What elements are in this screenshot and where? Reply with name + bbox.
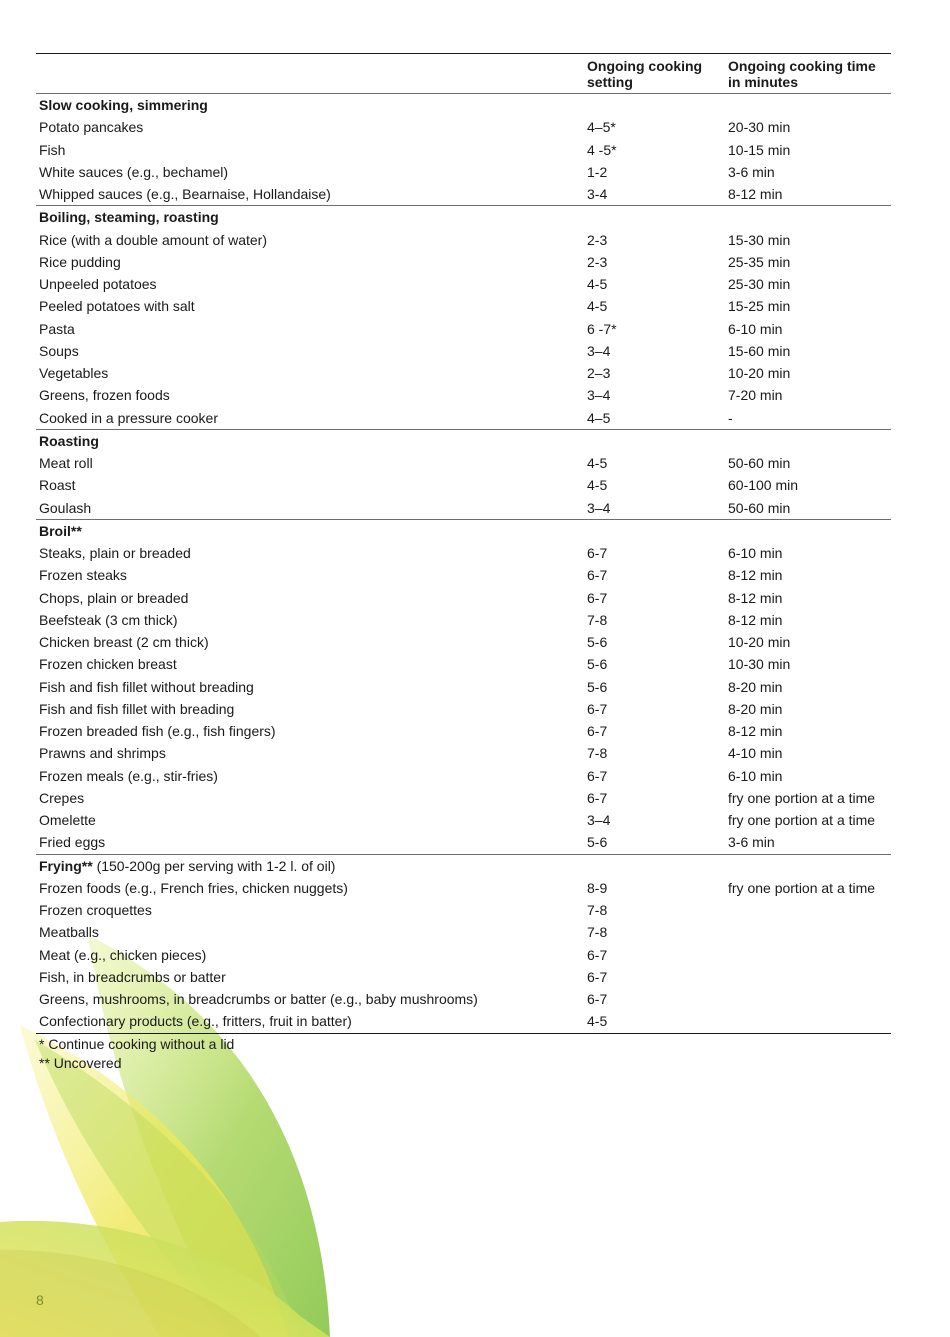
- cell-time: [725, 988, 891, 1010]
- cell-setting: 6-7: [587, 723, 608, 740]
- cell-time: 60-100 min: [728, 477, 799, 494]
- cell-time: 10-30 min: [728, 656, 791, 673]
- table-row: [36, 765, 891, 787]
- cell-time: 8-12 min: [728, 589, 783, 606]
- cell-food: Fish and fish fillet with breading: [39, 700, 235, 717]
- table-row: [36, 809, 891, 831]
- header-setting: Ongoing cooking setting: [584, 54, 725, 94]
- cell-setting: 5-6: [587, 678, 608, 695]
- cell-food: Frozen foods (e.g., French fries, chicken nuggets): [39, 879, 348, 896]
- table-row: [36, 988, 891, 1010]
- section-title-text: Frying**: [39, 857, 93, 874]
- cell-setting: 4 -5*: [587, 141, 617, 158]
- table-row: [36, 676, 891, 698]
- cell-time: 8-12 min: [728, 186, 783, 203]
- cell-food: Whipped sauces (e.g., Bearnaise, Hollandaise): [39, 186, 331, 203]
- cell-setting: 6-7: [587, 567, 608, 584]
- cell-setting: 3–4: [587, 499, 611, 516]
- cell-setting: 6-7: [587, 589, 608, 606]
- table-row: [36, 161, 891, 183]
- cell-setting: 4-5: [584, 1010, 725, 1033]
- cell-food: Steaks, plain or breaded: [39, 545, 191, 562]
- cell-setting: 3-4: [587, 186, 608, 203]
- cell-food: Frozen breaded fish (e.g., fish fingers): [39, 723, 276, 740]
- section-title-text: Roasting: [39, 432, 99, 449]
- cell-food: Meatballs: [39, 924, 99, 941]
- cell-time: 8-12 min: [728, 723, 783, 740]
- section-heading-row: [36, 94, 891, 117]
- table-row: [36, 877, 891, 899]
- table-header-row: [36, 54, 891, 94]
- cell-setting: 5-6: [587, 656, 608, 673]
- cell-food: Frozen meals (e.g., stir-fries): [39, 767, 218, 784]
- cell-food: Meat roll: [39, 455, 93, 472]
- table-row: [36, 116, 891, 138]
- cell-time: [725, 1010, 891, 1033]
- cell-food: Fish and fish fillet without breading: [39, 678, 254, 695]
- table-row: [36, 787, 891, 809]
- cell-time: 10-20 min: [728, 365, 791, 382]
- section-title: [36, 854, 891, 877]
- cell-time: 3-6 min: [728, 834, 775, 851]
- cell-setting: 2-3: [587, 253, 608, 270]
- cell-setting: 7-8: [587, 611, 608, 628]
- table-row: [36, 362, 891, 384]
- cell-food: Frozen steaks: [39, 567, 127, 584]
- cell-setting: 3–4: [587, 812, 611, 829]
- section-note: (150-200g per serving with 1-2 l. of oil): [92, 857, 336, 874]
- table-row: [36, 1010, 891, 1033]
- cell-time: 7-20 min: [728, 387, 783, 404]
- header-food: [36, 54, 584, 94]
- cell-setting: 2–3: [587, 365, 611, 382]
- cell-time: fry one portion at a time: [728, 812, 876, 829]
- section-heading-row: [36, 429, 891, 452]
- footnotes: [36, 1035, 891, 1074]
- cell-time: 50-60 min: [728, 499, 791, 516]
- cell-setting: 8-9: [587, 879, 608, 896]
- cell-food: Greens, mushrooms, in breadcrumbs or batter (e.g., baby mushrooms): [39, 991, 478, 1008]
- cell-setting: 3–4: [587, 387, 611, 404]
- section-heading-row: [36, 206, 891, 229]
- cell-time: fry one portion at a time: [728, 879, 876, 896]
- cell-food: Unpeeled potatoes: [39, 276, 157, 293]
- cell-setting: 4-5: [587, 455, 608, 472]
- cell-food: Potato pancakes: [39, 119, 144, 136]
- cell-food: Roast: [39, 477, 76, 494]
- cell-food: Beefsteak (3 cm thick): [39, 611, 178, 628]
- cell-time: 4-10 min: [728, 745, 783, 762]
- table-body: [36, 94, 891, 1034]
- cell-time: 50-60 min: [728, 455, 791, 472]
- cell-setting: 2-3: [587, 231, 608, 248]
- cell-food: Frozen croquettes: [39, 902, 152, 919]
- cell-time: [725, 899, 891, 921]
- cell-time: 20-30 min: [728, 119, 791, 136]
- cell-setting: 6-7: [587, 968, 608, 985]
- cell-time: 15-25 min: [728, 298, 791, 315]
- table-row: [36, 742, 891, 764]
- cell-setting: 6-7: [587, 700, 608, 717]
- cell-food: Cooked in a pressure cooker: [39, 409, 218, 426]
- cell-setting: 6-7: [587, 545, 608, 562]
- table-row: [36, 384, 891, 406]
- table-row: [36, 295, 891, 317]
- cell-time: 25-35 min: [728, 253, 791, 270]
- table-row: [36, 831, 891, 854]
- cell-food: Greens, frozen foods: [39, 387, 170, 404]
- cell-time: 8-12 min: [728, 567, 783, 584]
- cell-time: [725, 921, 891, 943]
- cell-setting: 5-6: [587, 634, 608, 651]
- cell-food: Meat (e.g., chicken pieces): [39, 946, 207, 963]
- cell-setting: 7-8: [587, 902, 608, 919]
- cell-time: 15-60 min: [728, 342, 791, 359]
- cell-food: Rice pudding: [39, 253, 121, 270]
- cell-food: Peeled potatoes with salt: [39, 298, 195, 315]
- table-row: [36, 944, 891, 966]
- page-number: 8: [36, 1292, 44, 1308]
- cell-setting: 1-2: [587, 163, 608, 180]
- cell-time: 15-30 min: [728, 231, 791, 248]
- section-heading-row: [36, 519, 891, 542]
- cell-setting: 7-8: [587, 924, 608, 941]
- section-title-text: Boiling, steaming, roasting: [39, 209, 219, 226]
- cell-food: Pasta: [39, 320, 75, 337]
- cell-time: 6-10 min: [728, 767, 783, 784]
- cell-time: 8-12 min: [728, 611, 783, 628]
- footnote-lid: * Continue cooking without a lid: [39, 1035, 235, 1052]
- table-row: [36, 452, 891, 474]
- table-row: [36, 564, 891, 586]
- cell-setting: 5-6: [587, 834, 608, 851]
- cell-setting: 3–4: [587, 342, 611, 359]
- cell-food: Crepes: [39, 789, 85, 806]
- cell-time: 6-10 min: [728, 545, 783, 562]
- cell-time: 3-6 min: [728, 163, 775, 180]
- table-row: [36, 251, 891, 273]
- cell-setting: 4-5: [587, 298, 608, 315]
- cell-setting: 7-8: [587, 745, 608, 762]
- cell-setting: 6-7: [587, 789, 608, 806]
- cell-time: [725, 944, 891, 966]
- section-title-text: Slow cooking, simmering: [39, 97, 208, 114]
- header-time: Ongoing cooking time in minutes: [725, 54, 891, 94]
- table-row: [36, 542, 891, 564]
- cell-food: Vegetables: [39, 365, 109, 382]
- table-row: [36, 720, 891, 742]
- table-row: [36, 698, 891, 720]
- cell-food: Confectionary products (e.g., fritters, fruit in batter): [36, 1010, 584, 1033]
- table-row: [36, 229, 891, 251]
- cell-food: Prawns and shrimps: [39, 745, 166, 762]
- section-heading-row: [36, 854, 891, 877]
- cell-time: 10-20 min: [728, 634, 791, 651]
- table-row: [36, 340, 891, 362]
- cell-time: 25-30 min: [728, 276, 791, 293]
- cell-time: -: [728, 409, 733, 426]
- cell-food: Chops, plain or breaded: [39, 589, 189, 606]
- table-row: [36, 653, 891, 675]
- cooking-settings-table: [36, 53, 891, 1034]
- section-title: [36, 429, 891, 452]
- table-row: [36, 631, 891, 653]
- cell-food: Fish: [39, 141, 66, 158]
- cell-setting: 6-7: [587, 946, 608, 963]
- cell-food: Fried eggs: [39, 834, 106, 851]
- section-title: [36, 94, 891, 117]
- table-row: [36, 183, 891, 206]
- cooking-table-section: [36, 53, 891, 1074]
- cell-time: [725, 966, 891, 988]
- cell-time: fry one portion at a time: [728, 789, 876, 806]
- cell-setting: 4-5: [587, 477, 608, 494]
- table-row: [36, 609, 891, 631]
- cell-time: 8-20 min: [728, 700, 783, 717]
- table-row: [36, 139, 891, 161]
- cell-setting: 6-7: [587, 767, 608, 784]
- cell-time: 10-15 min: [728, 141, 791, 158]
- table-row: [36, 921, 891, 943]
- section-title-text: Broil**: [39, 522, 82, 539]
- cell-food: Frozen chicken breast: [39, 656, 177, 673]
- table-row: [36, 899, 891, 921]
- cell-food: Fish, in breadcrumbs or batter: [39, 968, 226, 985]
- cell-food: Rice (with a double amount of water): [39, 231, 267, 248]
- table-row: [36, 966, 891, 988]
- table-row: [36, 497, 891, 520]
- section-title: [36, 206, 891, 229]
- table-row: [36, 273, 891, 295]
- cell-setting: 6 -7*: [587, 320, 617, 337]
- cell-setting: 4–5*: [587, 119, 616, 136]
- cell-time: 6-10 min: [728, 320, 783, 337]
- cell-time: 8-20 min: [728, 678, 783, 695]
- section-title: [36, 519, 891, 542]
- cell-food: Soups: [39, 342, 79, 359]
- table-row: [36, 318, 891, 340]
- cell-food: White sauces (e.g., bechamel): [39, 163, 229, 180]
- table-row: [36, 407, 891, 430]
- cell-food: Chicken breast (2 cm thick): [39, 634, 209, 651]
- footnote-uncovered: ** Uncovered: [39, 1055, 122, 1071]
- cell-setting: 6-7: [587, 991, 608, 1008]
- cell-setting: 4–5: [587, 409, 611, 426]
- table-row: [36, 587, 891, 609]
- cell-food: Goulash: [39, 499, 92, 516]
- table-row: [36, 474, 891, 496]
- cell-food: Omelette: [39, 812, 96, 829]
- cell-setting: 4-5: [587, 276, 608, 293]
